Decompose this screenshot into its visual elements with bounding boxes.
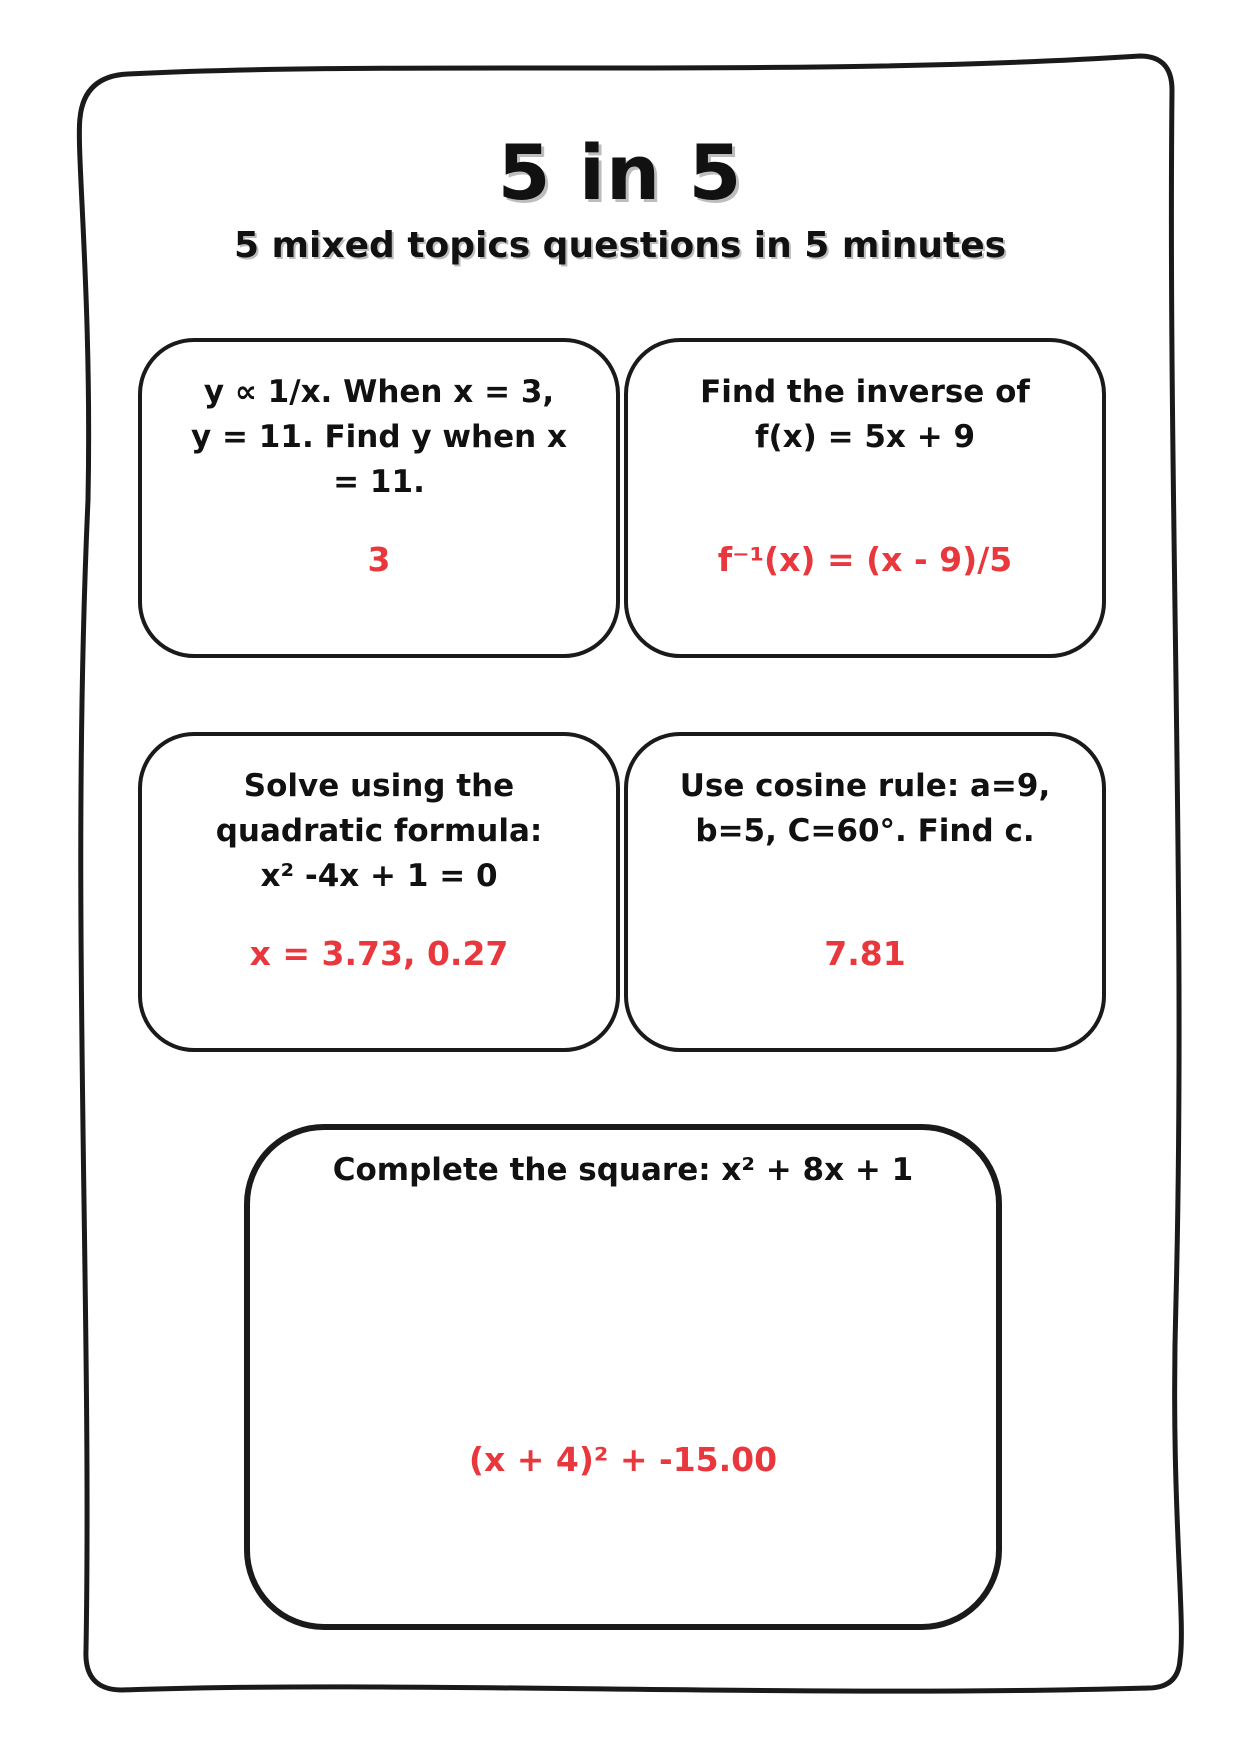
- question-text: y ∝ 1/x. When x = 3, y = 11. Find y when x = 11.: [191, 374, 567, 500]
- question-card-1: [138, 338, 620, 658]
- question-text: Use cosine rule: a=9, b=5, C=60°. Find c.: [679, 768, 1051, 849]
- answer-text: 7.81: [824, 934, 906, 973]
- answer-text: (x + 4)² + -15.00: [468, 1440, 778, 1479]
- answer-text: x = 3.73, 0.27: [249, 934, 509, 973]
- answer-text: 3: [367, 540, 391, 579]
- question-card-4: [624, 732, 1106, 1052]
- page-title: 5 in 5: [497, 128, 743, 217]
- question-text: Complete the square: x² + 8x + 1: [332, 1152, 914, 1188]
- answer-text: f⁻¹(x) = (x - 9)/5: [717, 540, 1013, 579]
- question-card-5: [244, 1124, 1002, 1630]
- question-text: Find the inverse of f(x) = 5x + 9: [700, 374, 1030, 455]
- page-subtitle: 5 mixed topics questions in 5 minutes: [233, 225, 1007, 266]
- question-text: Solve using the quadratic formula: x² -4x + 1 = 0: [215, 768, 543, 894]
- question-card-2: [624, 338, 1106, 658]
- question-card-3: [138, 732, 620, 1052]
